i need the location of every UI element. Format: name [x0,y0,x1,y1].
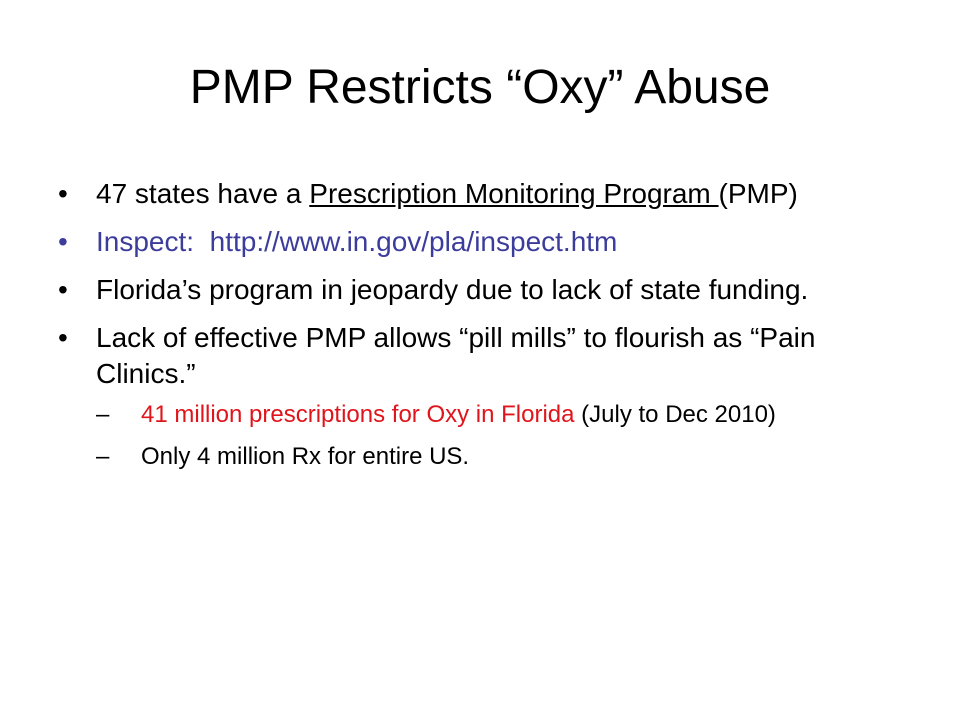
pmp-term-underlined: Prescription Monitoring Program [309,178,719,209]
bullet-marker: • [58,322,68,353]
sub-bullet-us-total [96,442,918,472]
bullet-list [58,176,918,484]
bullet-marker: • [58,178,68,209]
inspect-url-link[interactable]: http://www.in.gov/pla/inspect.htm [209,226,618,257]
slide-title: PMP Restricts “Oxy” Abuse [189,61,771,114]
sub-bullet-list [96,400,918,472]
sub-bullet-text: Only 4 million Rx for entire US. [141,443,470,470]
bullet-text: Lack of effective PMP allows “pill mills” to flourish as “Pain Clinics.” [96,322,816,389]
bullet-florida-program [58,272,918,308]
bullet-inspect-link [58,224,918,260]
bullet-text: Florida’s program in jeopardy due to lack of state funding. [96,274,809,305]
dash-marker: – [96,401,110,428]
sub-bullet-florida-prescriptions [96,400,918,430]
bullet-text-pre: 47 states have a [96,178,310,209]
bullet-marker: • [58,274,68,305]
sub-bullet-text: (July to Dec 2010) [574,401,776,428]
bullet-text-post: (PMP) [718,178,798,209]
bullet-marker: • [58,226,68,257]
highlighted-statistic: 41 million prescriptions for Oxy in Florida [141,401,575,428]
bullet-pmp-states [58,176,918,212]
dash-marker: – [96,443,110,470]
inspect-label: Inspect: [96,226,210,257]
bullet-pill-mills [58,320,918,472]
